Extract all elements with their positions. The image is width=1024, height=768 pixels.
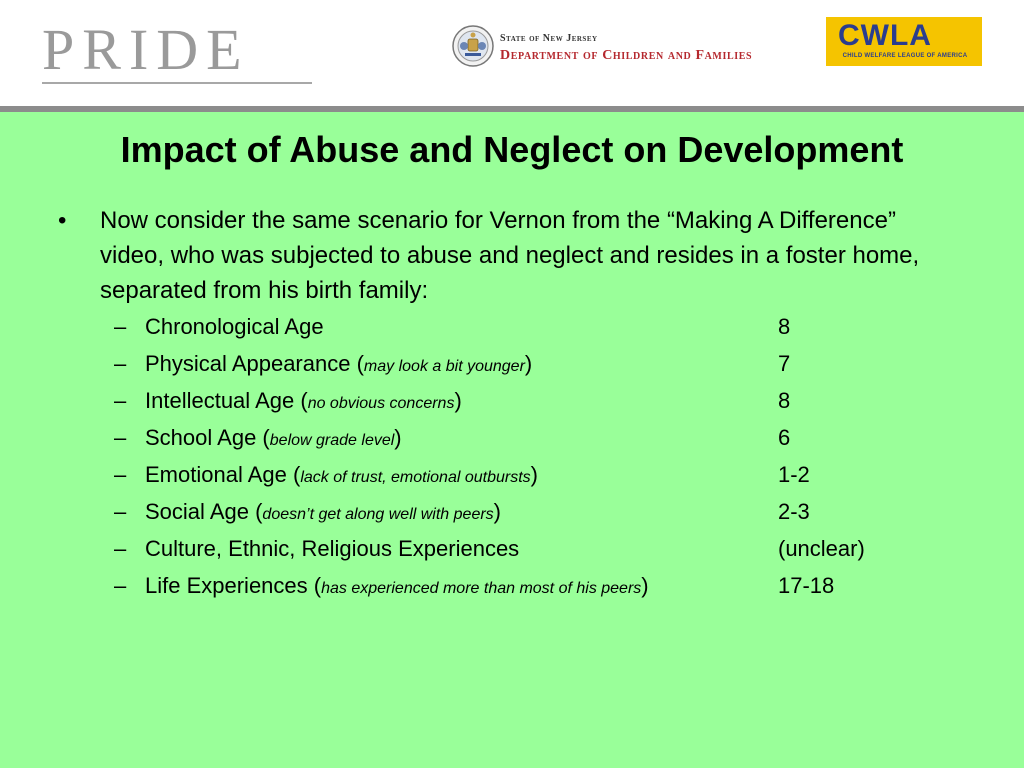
header-divider [0, 106, 1024, 112]
item-note: lack of trust, emotional outbursts [300, 469, 531, 486]
pride-logo [42, 17, 314, 86]
list-item [114, 569, 934, 606]
header-banner [0, 0, 1024, 106]
bullet-text: Now consider the same scenario for Vernon from the “Making A Difference” video, who was subjected to abuse and neglect and resides in a foster home, separated from his birth family: [100, 207, 920, 304]
list-item [114, 421, 934, 458]
item-label [145, 310, 324, 344]
item-value: 17-18 [778, 573, 835, 598]
list-item [114, 495, 934, 532]
item-label-text: Culture, Ethnic, Religious Experiences [145, 536, 520, 561]
item-label-text: Intellectual Age [145, 388, 295, 413]
item-value: 8 [778, 388, 791, 413]
dcf-logo-text [500, 33, 820, 65]
bullet-icon: • [58, 207, 67, 234]
item-label-text: Chronological Age [145, 314, 324, 339]
dash-icon: – [114, 388, 127, 413]
list-item [114, 458, 934, 495]
dcf-department-name: Department of Children and Families [500, 48, 753, 63]
item-label: Life Experiences (has experienced more than most of his peers) [145, 573, 649, 598]
dash-icon: – [114, 536, 127, 561]
dash-icon: – [114, 314, 127, 339]
item-label: School Age (below grade level) [145, 425, 402, 450]
item-label [145, 532, 519, 566]
nj-state-seal-icon [452, 25, 494, 67]
dash-icon: – [114, 499, 127, 524]
item-value: 6 [778, 425, 791, 450]
dcf-state-name: State of New Jersey [500, 33, 598, 44]
dash-icon: – [114, 425, 127, 450]
item-note: has experienced more than most of his peers [321, 580, 642, 597]
item-label: Physical Appearance (may look a bit younger) [145, 351, 533, 376]
list-item [114, 532, 934, 569]
item-label: Social Age (doesn’t get along well with peers) [145, 499, 501, 524]
cwla-logo-subtitle: CHILD WELFARE LEAGUE OF AMERICA [842, 53, 968, 59]
item-label: Emotional Age (lack of trust, emotional outbursts) [145, 462, 538, 487]
pride-logo-underline [42, 82, 312, 84]
item-value: 2-3 [778, 499, 810, 524]
item-note: may look a bit younger [363, 358, 525, 375]
dash-icon: – [114, 462, 127, 487]
pride-logo-text: PRIDE [42, 17, 250, 82]
item-label: Intellectual Age (no obvious concerns) [145, 388, 462, 413]
cwla-logo-mark: CWLA [838, 19, 932, 52]
item-note: below grade level [269, 432, 395, 449]
list-item [114, 347, 934, 384]
dash-icon: – [114, 351, 127, 376]
list-item [114, 310, 934, 347]
slide-title: Impact of Abuse and Neglect on Development [120, 129, 904, 170]
development-list [114, 310, 934, 606]
cwla-logo [826, 17, 982, 66]
item-note: doesn’t get along well with peers [262, 506, 494, 523]
item-label-text: Physical Appearance [145, 351, 351, 376]
item-value: (unclear) [778, 536, 865, 561]
item-label-text: School Age [145, 425, 257, 450]
item-value: 8 [778, 314, 791, 339]
item-label-text: Social Age [145, 499, 249, 524]
list-item [114, 384, 934, 421]
item-note: no obvious concerns [307, 395, 455, 412]
item-value: 7 [778, 351, 791, 376]
dash-icon: – [114, 573, 127, 598]
item-value: 1-2 [778, 462, 810, 487]
item-label-text: Life Experiences [145, 573, 308, 598]
item-label-text: Emotional Age [145, 462, 287, 487]
